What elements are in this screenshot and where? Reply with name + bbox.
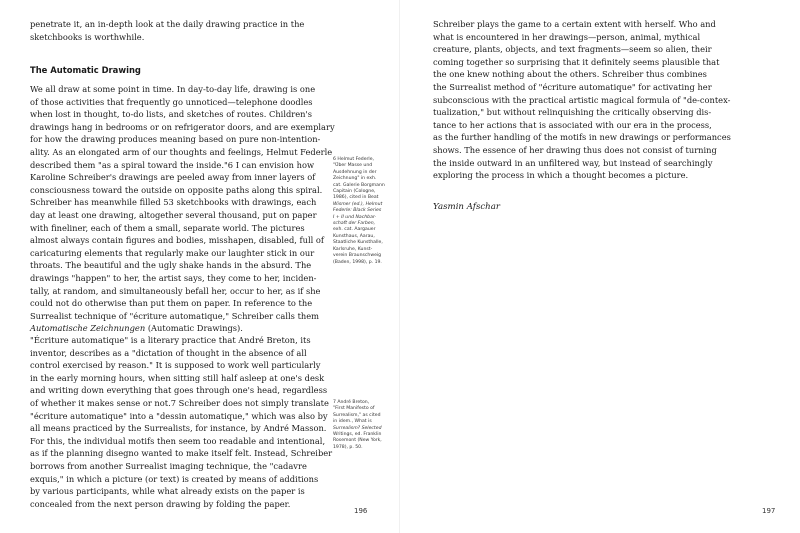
footnote-line: "First Manifesto of bbox=[333, 406, 375, 412]
footnote-line: 7 André Breton, bbox=[333, 400, 370, 405]
text-line: Surrealist technique of "écriture automatique," Schreiber calls them bbox=[30, 310, 320, 321]
paragraph-automatic-drawing bbox=[30, 83, 335, 335]
text-line: subconscious with the practical artistic magical formula of "de-contex- bbox=[433, 94, 731, 105]
footnote-line: Rosemont (New York, bbox=[333, 438, 382, 444]
page-number-left: 196 bbox=[354, 507, 368, 515]
footnote-line: Surrealism? Selected bbox=[333, 425, 382, 431]
footnote-line: schaft der Farben, bbox=[333, 221, 376, 227]
text-line: could not do otherwise than put them on paper. In reference to the bbox=[30, 298, 313, 309]
text-line: concealed from the next person drawing by folding the paper. bbox=[30, 498, 291, 509]
text-line: inventor, describes as a "dictation of thought in the absence of all bbox=[30, 347, 307, 358]
text-line: as the further handling of the motifs in new drawings or performances bbox=[433, 132, 731, 143]
paragraph-schreiber-game bbox=[433, 18, 753, 182]
footnote-6 bbox=[333, 157, 395, 266]
text-line: "écriture automatique" into a "dessin automatique," which was also by bbox=[30, 410, 328, 421]
footnote-line: Ausdehnung in der bbox=[333, 169, 377, 175]
footnote-7 bbox=[333, 400, 395, 451]
footnote-line: "Über Masse und bbox=[333, 163, 373, 169]
text-line: the Surrealist method of "écriture automatique" for activating her bbox=[433, 81, 712, 92]
text-line: described them "as a spiral toward the inside."6 I can envision how bbox=[30, 159, 315, 170]
text-line: drawings hang in bedrooms or on refrigerator doors, and are exemplary bbox=[30, 121, 335, 132]
text-line: "Écriture automatique" is a literary practice that André Breton, its bbox=[30, 335, 311, 345]
text-line: We all draw at some point in time. In day-to-day life, drawing is one bbox=[30, 84, 316, 94]
footnote-line: Karlsruhe, Kunst- bbox=[333, 246, 373, 252]
footnote-line: in idem., What is bbox=[333, 419, 372, 425]
text-line: as if the planning disegno wanted to make itself felt. Instead, Schreiber bbox=[30, 448, 333, 459]
text-line: for how the drawing produces meaning based on pure non-intention- bbox=[30, 134, 321, 145]
text-line: sketchbooks is worthwhile. bbox=[30, 31, 145, 42]
text-line: consciousness toward the outside on opposite paths along this spiral. bbox=[30, 184, 323, 195]
text-line: caricaturing elements that regularly make our laughter stick in our bbox=[30, 247, 315, 258]
text-line: Schreiber plays the game to a certain extent with herself. Who and bbox=[433, 19, 716, 29]
text-line: exquis," in which a picture (or text) is created by means of additions bbox=[30, 473, 319, 484]
text-line: when lost in thought, to-do lists, and sketches of routes. Children's bbox=[30, 109, 313, 120]
text-line: Karoline Schreiber's drawings are peeled away from inner layers of bbox=[30, 172, 316, 183]
text-line: control exercised by reason." It is supposed to work well particularly bbox=[30, 360, 321, 371]
footnote-line: 6 Helmut Federle, bbox=[333, 157, 374, 162]
text-line: drawings "happen" to her, the artist says, they come to her, inciden- bbox=[30, 272, 317, 283]
footnote-line: Zeichnung" in exh. bbox=[333, 176, 377, 182]
text-line: shows. The essence of her drawing thus does not consist of turning bbox=[433, 144, 717, 155]
text-line: with fineliner, each of them a small, separate world. The pictures bbox=[30, 222, 305, 233]
footnote-line: Writings, ed. Franklin bbox=[333, 432, 382, 438]
intro-paragraph bbox=[30, 18, 320, 43]
text-line: creature, plants, objects, and text fragments—seem so alien, their bbox=[433, 44, 712, 55]
right-page bbox=[400, 0, 800, 533]
page-number-right: 197 bbox=[762, 507, 776, 515]
text-line: of those activities that frequently go unnoticed—telephone doodles bbox=[30, 96, 313, 107]
section-heading: The Automatic Drawing bbox=[30, 65, 141, 75]
footnote-line: I + II und Nachbar- bbox=[333, 214, 377, 220]
footnote-line: Kunsthaus, Aarau, bbox=[333, 233, 375, 239]
footnote-line: 1986), cited in Beat bbox=[333, 195, 379, 201]
text-line: borrows from another Surrealist imaging technique, the "cadavre bbox=[30, 460, 307, 471]
footnote-line: (Baden, 1998), p. 19. bbox=[333, 259, 382, 265]
text-line-last bbox=[30, 322, 335, 335]
paragraph-ecriture bbox=[30, 334, 332, 510]
text-line: the inside outward in an unfiltered way, but instead of searchingly bbox=[433, 157, 713, 168]
text-line: what is encountered in her drawings—person, animal, mythical bbox=[433, 31, 701, 42]
footnote-line: Wismer (ed.), Helmut bbox=[333, 201, 383, 207]
footnote-line: cat. Galerie Borgmann bbox=[333, 182, 385, 188]
text-line: coming together so surprising that it definitely seems plausible that bbox=[433, 56, 720, 67]
text-line: by various participants, while what already exists on the paper is bbox=[30, 486, 305, 497]
text-line: of whether it makes sense or not.7 Schreiber does not simply translate bbox=[30, 397, 329, 408]
text-line: the one knew nothing about the others. Schreiber thus combines bbox=[433, 69, 707, 80]
text-line: and writing down everything that goes through one's head, regardless bbox=[30, 385, 328, 396]
footnote-line: Federle: Black Series bbox=[333, 208, 382, 214]
text-line: tualization," but without relinquishing the critically observing dis- bbox=[433, 107, 712, 118]
text-line: tance to her actions that is associated with our era in the process, bbox=[433, 119, 712, 130]
text-line: For this, the individual motifs then seem too readable and intentional, bbox=[30, 435, 326, 446]
text-fragment: (Automatic Drawings). bbox=[145, 323, 243, 334]
text-line: almost always contain figures and bodies, misshapen, disabled, full of bbox=[30, 235, 324, 246]
text-line: penetrate it, an in-depth look at the daily drawing practice in the bbox=[30, 19, 305, 29]
footnote-line: exh. cat. Aargauer bbox=[333, 227, 376, 233]
footnote-line: Staatliche Kunsthalle, bbox=[333, 240, 383, 246]
italic-title: Automatische Zeichnungen bbox=[30, 323, 146, 334]
author-signature: Yasmin Afschar bbox=[433, 202, 500, 212]
text-line: ality. As an elongated arm of our thoughts and feelings, Helmut Federle bbox=[30, 146, 333, 157]
text-line: Schreiber has meanwhile filled 53 sketchbooks with drawings, each bbox=[30, 197, 317, 208]
footnote-line: verein Braunschweig bbox=[333, 253, 382, 259]
text-line: tally, at random, and simultaneously befall her, occur to her, as if she bbox=[30, 285, 321, 296]
text-line: all means practiced by the Surrealists, for instance, by André Masson. bbox=[30, 423, 327, 434]
text-line: throats. The beautiful and the ugly shake hands in the absurd. The bbox=[30, 260, 312, 271]
footnote-line: Capitain (Cologne, bbox=[333, 189, 376, 195]
text-line: day at least one drawing, altogether several thousand, put on paper bbox=[30, 209, 317, 220]
footnote-line: 1978), p. 50. bbox=[333, 444, 363, 450]
footnote-line: Surrealism," as cited bbox=[333, 412, 381, 418]
text-line: in the early morning hours, when sitting still half asleep at one's desk bbox=[30, 372, 325, 383]
text-line: exploring the process in which a thought becomes a picture. bbox=[433, 170, 689, 181]
